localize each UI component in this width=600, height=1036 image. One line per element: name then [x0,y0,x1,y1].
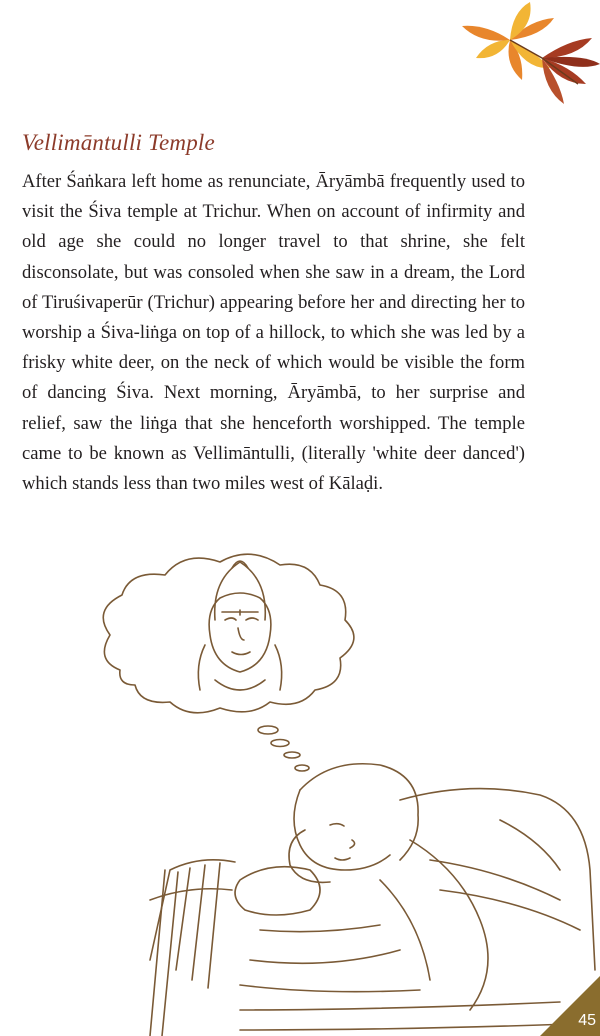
sketch-illustration [0,540,600,1036]
leaf-cluster [462,2,600,104]
dream-cloud [103,554,354,771]
sleeping-woman [235,764,595,1010]
page-number: 45 [578,1012,596,1029]
body-paragraph: After Śaṅkara left home as renunciate, Āryāmbā frequently used to visit the Śiva temple at Trichur. When on account of infirmity and old age she could no longer travel to that shrine, she felt disconsolate, but was consoled when she saw in a dream, the Lord of Tiruśivaperūr (Trichur) appearing before her and directing her to worship a Śiva-liṅga on top of a hillock, to which she was led by a frisky white deer, on the neck of which would be visible the form of dancing Śiva. Next morning, Āryāmbā, to her surprise and relief, saw the liṅga that she henceforth worshipped. The temple came to be known as Vellimāntulli, (literally 'white deer danced') which stands less than two miles west of Kālaḍi. [22,171,525,495]
autumn-leaves-decoration [450,0,600,115]
section-title: Vellimāntulli Temple [22,130,215,155]
siva-figure [198,561,281,690]
bed [150,860,570,1036]
